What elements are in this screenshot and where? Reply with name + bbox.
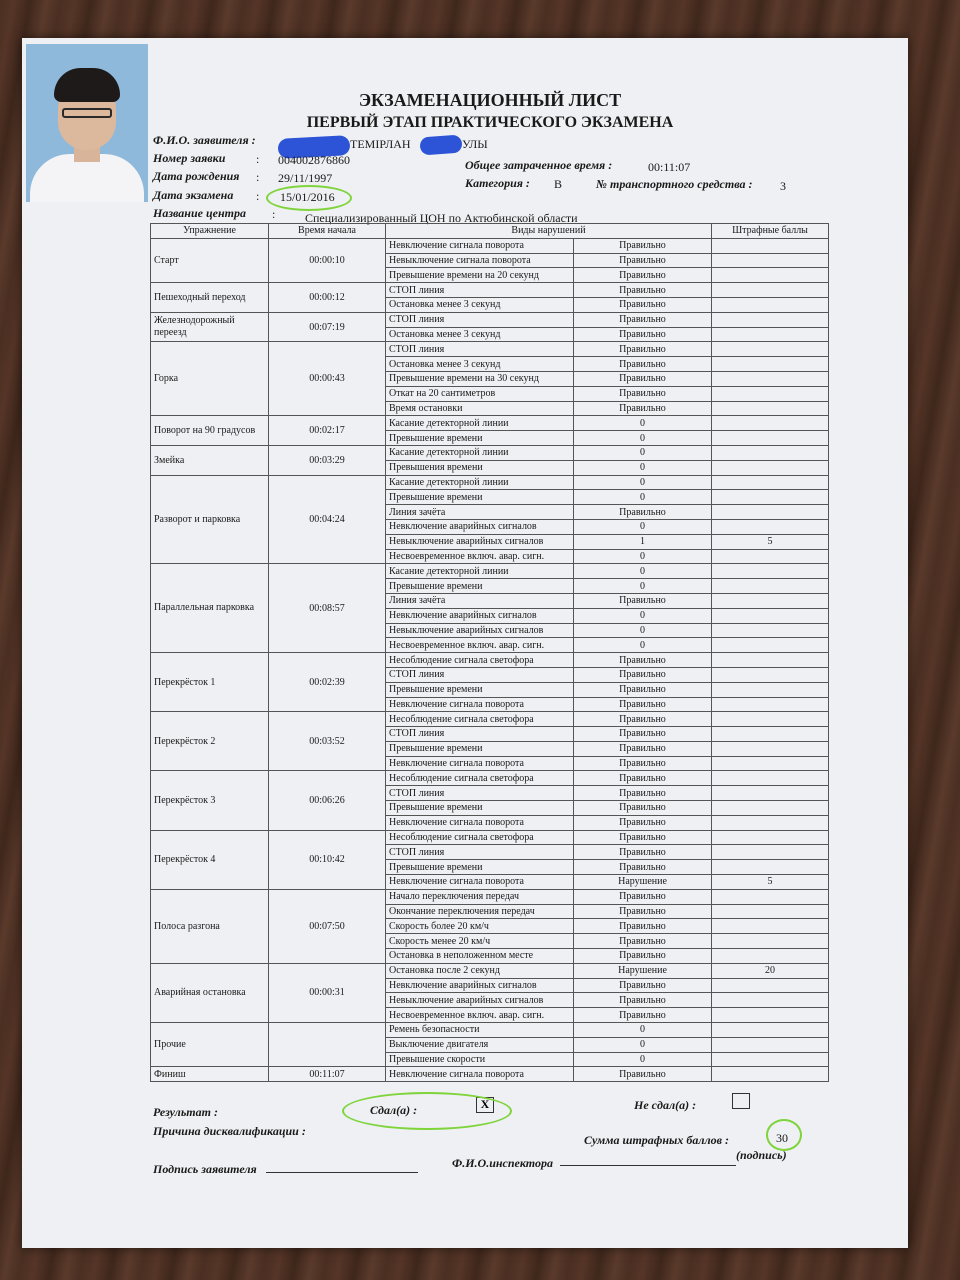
exercise-name: Перекрёсток 4 <box>151 830 269 889</box>
penalty-cell <box>712 608 829 623</box>
violation-type: Невыключение аварийных сигналов <box>386 623 574 638</box>
penalty-cell <box>712 386 829 401</box>
penalty-cell <box>712 593 829 608</box>
violation-type: Превышение времени <box>386 860 574 875</box>
violation-result: Правильно <box>574 593 712 608</box>
penalty-cell <box>712 475 829 490</box>
sheet-subtitle: ПЕРВЫЙ ЭТАП ПРАКТИЧЕСКОГО ЭКЗАМЕНА <box>306 114 674 131</box>
inspector-label: Ф.И.О.инспектора <box>452 1156 553 1170</box>
violation-result: Нарушение <box>574 875 712 890</box>
penalty-cell <box>712 357 829 372</box>
violation-type: СТОП линия <box>386 667 574 682</box>
passed-checkbox[interactable]: X <box>476 1097 494 1113</box>
inspector-signature-line <box>560 1165 736 1166</box>
table-row <box>151 445 829 460</box>
exercise-name: Перекрёсток 3 <box>151 771 269 830</box>
violation-type: Несоблюдение сигнала светофора <box>386 712 574 727</box>
violation-result: Правильно <box>574 505 712 520</box>
signature-label: (подпись) <box>736 1148 787 1162</box>
penalty-cell: 5 <box>712 534 829 549</box>
category-label: Категория : <box>465 176 530 190</box>
violation-result: Правильно <box>574 386 712 401</box>
penalty-cell <box>712 756 829 771</box>
violation-type: Невыключение аварийных сигналов <box>386 534 574 549</box>
penalty-cell: 20 <box>712 963 829 978</box>
penalty-cell <box>712 283 829 298</box>
violation-type: Превышение времени <box>386 431 574 446</box>
violation-type: Несоблюдение сигнала светофора <box>386 771 574 786</box>
penalty-cell <box>712 445 829 460</box>
violation-type: Выключение двигателя <box>386 1037 574 1052</box>
exercise-name: Старт <box>151 238 269 282</box>
violation-result: Правильно <box>574 297 712 312</box>
violation-type: Остановка после 2 секунд <box>386 963 574 978</box>
result-label: Результат : <box>153 1105 218 1119</box>
failed-label: Не сдал(а) : <box>634 1098 697 1112</box>
violation-result: 0 <box>574 416 712 431</box>
violation-type: Превышение времени <box>386 490 574 505</box>
violation-result: Правильно <box>574 667 712 682</box>
violation-type: СТОП линия <box>386 727 574 742</box>
exercise-name: Перекрёсток 2 <box>151 712 269 771</box>
violation-type: Превышение времени на 30 секунд <box>386 371 574 386</box>
violation-result: Правильно <box>574 283 712 298</box>
violation-type: Касание детекторной линии <box>386 564 574 579</box>
exercise-name: Железнодорожный переезд <box>151 312 269 342</box>
violation-type: Невключение аварийных сигналов <box>386 519 574 534</box>
penalty-cell <box>712 727 829 742</box>
penalty-cell <box>712 253 829 268</box>
violation-result: Правильно <box>574 978 712 993</box>
violation-type: Превышение времени <box>386 682 574 697</box>
penalty-cell <box>712 1052 829 1067</box>
penalty-cell <box>712 268 829 283</box>
passed-label: Сдал(а) : <box>370 1103 418 1117</box>
violation-type: Несвоевременное включ. авар. сигн. <box>386 549 574 564</box>
violation-type: СТОП линия <box>386 342 574 357</box>
violation-result: 0 <box>574 549 712 564</box>
violation-type: Невключение сигнала поворота <box>386 815 574 830</box>
penalty-cell <box>712 490 829 505</box>
penalty-cell <box>712 549 829 564</box>
penalty-cell <box>712 1037 829 1052</box>
table-row <box>151 963 829 978</box>
penalty-cell <box>712 682 829 697</box>
failed-checkbox[interactable] <box>732 1093 750 1109</box>
violation-result: Правильно <box>574 253 712 268</box>
exercise-start-time: 00:00:31 <box>269 963 386 1022</box>
penalty-cell <box>712 371 829 386</box>
table-row <box>151 416 829 431</box>
violation-type: Остановка менее 3 секунд <box>386 297 574 312</box>
violation-result: 1 <box>574 534 712 549</box>
violation-result: Правильно <box>574 327 712 342</box>
exercise-name: Прочие <box>151 1023 269 1067</box>
penalty-cell <box>712 712 829 727</box>
violation-result: 0 <box>574 608 712 623</box>
penalty-cell <box>712 993 829 1008</box>
penalty-cell <box>712 505 829 520</box>
violation-type: Остановка менее 3 секунд <box>386 327 574 342</box>
violation-result: 0 <box>574 475 712 490</box>
violation-type: Несвоевременное включ. авар. сигн. <box>386 638 574 653</box>
penalty-cell <box>712 579 829 594</box>
penalty-cell <box>712 697 829 712</box>
violation-result: Правильно <box>574 860 712 875</box>
violation-result: Правильно <box>574 1067 712 1082</box>
exercise-start-time: 00:07:19 <box>269 312 386 342</box>
exam-results-table <box>150 223 829 1082</box>
violation-type: Начало переключения передач <box>386 889 574 904</box>
penalty-cell <box>712 638 829 653</box>
exercise-start-time: 00:10:42 <box>269 830 386 889</box>
violation-result: Правильно <box>574 682 712 697</box>
total-time-label: Общее затраченное время : <box>465 158 613 172</box>
exercise-name: Финиш <box>151 1067 269 1082</box>
violation-result: Правильно <box>574 1008 712 1023</box>
penalty-cell <box>712 564 829 579</box>
violation-result: Правильно <box>574 904 712 919</box>
penalty-cell <box>712 327 829 342</box>
penalty-cell <box>712 1008 829 1023</box>
violation-result: Правильно <box>574 993 712 1008</box>
birth-label: Дата рождения <box>153 169 240 183</box>
penalty-cell <box>712 845 829 860</box>
violation-result: Правильно <box>574 830 712 845</box>
center-label: Название центра <box>153 206 246 220</box>
violation-type: Несоблюдение сигнала светофора <box>386 830 574 845</box>
vehicle-value: 3 <box>780 179 786 193</box>
violation-result: Правильно <box>574 949 712 964</box>
exercise-start-time: 00:04:24 <box>269 475 386 564</box>
violation-type: Касание детекторной линии <box>386 475 574 490</box>
violation-result: Правильно <box>574 786 712 801</box>
penalty-cell <box>712 460 829 475</box>
violation-type: Время остановки <box>386 401 574 416</box>
violation-type: СТОП линия <box>386 283 574 298</box>
violation-result: Правильно <box>574 889 712 904</box>
violation-type: Окончание переключения передач <box>386 904 574 919</box>
highlight-circle <box>766 1119 802 1151</box>
table-row <box>151 1023 829 1038</box>
violation-result: Правильно <box>574 815 712 830</box>
penalty-cell <box>712 934 829 949</box>
request-value: 004002876860 <box>278 153 350 167</box>
sheet-title: ЭКЗАМЕНАЦИОННЫЙ ЛИСТ <box>358 90 622 110</box>
violation-result: Правильно <box>574 653 712 668</box>
exercise-start-time <box>269 1023 386 1067</box>
table-row <box>151 312 829 327</box>
header-start-time: Время начала <box>269 224 386 239</box>
exercise-start-time: 00:00:43 <box>269 342 386 416</box>
penalty-cell <box>712 623 829 638</box>
violation-type: СТОП линия <box>386 312 574 327</box>
violation-result: 0 <box>574 564 712 579</box>
table-row <box>151 889 829 904</box>
penalty-sum-value: 30 <box>776 1131 788 1145</box>
violation-result: 0 <box>574 579 712 594</box>
fio-value: ТЕМІРЛАН <box>350 137 411 151</box>
exam-date-value: 15/01/2016 <box>280 190 335 204</box>
exercise-name: Поворот на 90 градусов <box>151 416 269 446</box>
exercise-start-time: 00:00:12 <box>269 283 386 313</box>
violation-type: Превышение времени <box>386 741 574 756</box>
table-row <box>151 771 829 786</box>
violation-type: Превышение скорости <box>386 1052 574 1067</box>
penalty-cell <box>712 904 829 919</box>
penalty-cell <box>712 238 829 253</box>
header-penalty: Штрафные баллы <box>712 224 829 239</box>
violation-result: Правильно <box>574 342 712 357</box>
penalty-cell <box>712 978 829 993</box>
penalty-cell <box>712 653 829 668</box>
exercise-start-time: 00:08:57 <box>269 564 386 653</box>
violation-result: 0 <box>574 623 712 638</box>
violation-result: Правильно <box>574 268 712 283</box>
penalty-cell <box>712 815 829 830</box>
highlight-circle <box>342 1092 512 1130</box>
vehicle-label: № транспортного средства : <box>596 177 753 191</box>
violation-result: Правильно <box>574 756 712 771</box>
violation-type: Невключение сигнала поворота <box>386 756 574 771</box>
violation-type: Несвоевременное включ. авар. сигн. <box>386 1008 574 1023</box>
penalty-cell <box>712 401 829 416</box>
violation-type: Скорость менее 20 км/ч <box>386 934 574 949</box>
violation-type: СТОП линия <box>386 845 574 860</box>
fio-label: Ф.И.О. заявителя : <box>153 133 256 147</box>
violation-result: 0 <box>574 445 712 460</box>
violation-result: Правильно <box>574 238 712 253</box>
violation-result: Правильно <box>574 371 712 386</box>
violation-result: 0 <box>574 519 712 534</box>
penalty-cell <box>712 1023 829 1038</box>
violation-result: 0 <box>574 1037 712 1052</box>
penalty-cell: 5 <box>712 875 829 890</box>
penalty-sum-label: Сумма штрафных баллов : <box>584 1133 730 1147</box>
penalty-cell <box>712 741 829 756</box>
penalty-cell <box>712 431 829 446</box>
violation-type: Линия зачёта <box>386 593 574 608</box>
applicant-signature-line <box>266 1172 418 1173</box>
violation-result: Правильно <box>574 801 712 816</box>
fio-suffix: УЛЫ <box>462 137 488 151</box>
exercise-start-time: 00:03:52 <box>269 712 386 771</box>
violation-result: Правильно <box>574 934 712 949</box>
exercise-name: Змейка <box>151 445 269 475</box>
penalty-cell <box>712 416 829 431</box>
penalty-cell <box>712 771 829 786</box>
total-time-value: 00:11:07 <box>648 160 691 174</box>
exercise-start-time: 00:03:29 <box>269 445 386 475</box>
penalty-cell <box>712 667 829 682</box>
violation-result: Правильно <box>574 771 712 786</box>
table-row <box>151 712 829 727</box>
exercise-start-time: 00:02:17 <box>269 416 386 446</box>
penalty-cell <box>712 949 829 964</box>
violation-type: Невключение сигнала поворота <box>386 1067 574 1082</box>
violation-type: Невключение сигнала поворота <box>386 875 574 890</box>
violation-type: Невключение аварийных сигналов <box>386 978 574 993</box>
header-exercise: Упражнение <box>151 224 269 239</box>
violation-type: Невключение сигнала поворота <box>386 238 574 253</box>
penalty-cell <box>712 342 829 357</box>
violation-type: Линия зачёта <box>386 505 574 520</box>
exercise-start-time: 00:02:39 <box>269 653 386 712</box>
exercise-name: Разворот и парковка <box>151 475 269 564</box>
violation-type: Невключение сигнала поворота <box>386 697 574 712</box>
violation-type: Невключение аварийных сигналов <box>386 608 574 623</box>
violation-type: СТОП линия <box>386 786 574 801</box>
exercise-name: Горка <box>151 342 269 416</box>
penalty-cell <box>712 919 829 934</box>
violation-result: Правильно <box>574 697 712 712</box>
category-value: B <box>554 177 563 191</box>
violation-result: Нарушение <box>574 963 712 978</box>
violation-type: Ремень безопасности <box>386 1023 574 1038</box>
disqualification-reason-label: Причина дисквалификации : <box>153 1124 306 1138</box>
applicant-signature-label: Подпись заявителя <box>153 1162 257 1176</box>
violation-type: Скорость более 20 км/ч <box>386 919 574 934</box>
penalty-cell <box>712 1067 829 1082</box>
penalty-cell <box>712 830 829 845</box>
violation-result: 0 <box>574 1023 712 1038</box>
violation-result: 0 <box>574 460 712 475</box>
header-violations: Виды нарушений <box>386 224 712 239</box>
request-label: Номер заявки <box>153 151 226 165</box>
violation-type: Несоблюдение сигнала светофора <box>386 653 574 668</box>
violation-result: Правильно <box>574 845 712 860</box>
penalty-cell <box>712 519 829 534</box>
penalty-cell <box>712 786 829 801</box>
birth-value: 29/11/1997 <box>278 171 333 185</box>
penalty-cell <box>712 801 829 816</box>
violation-result: Правильно <box>574 712 712 727</box>
violation-type: Превышение времени <box>386 801 574 816</box>
exercise-start-time: 00:11:07 <box>269 1067 386 1082</box>
redaction-mark <box>419 135 462 156</box>
violation-type: Превышение времени на 20 секунд <box>386 268 574 283</box>
penalty-cell <box>712 297 829 312</box>
exercise-start-time: 00:00:10 <box>269 238 386 282</box>
applicant-photo <box>26 44 148 202</box>
table-row <box>151 475 829 490</box>
exercise-name: Перекрёсток 1 <box>151 653 269 712</box>
penalty-cell <box>712 889 829 904</box>
violation-result: 0 <box>574 490 712 505</box>
violation-result: Правильно <box>574 727 712 742</box>
violation-result: Правильно <box>574 401 712 416</box>
violation-result: Правильно <box>574 312 712 327</box>
violation-type: Касание детекторной линии <box>386 445 574 460</box>
violation-type: Остановка в неположенном месте <box>386 949 574 964</box>
violation-result: Правильно <box>574 919 712 934</box>
table-row <box>151 1067 829 1082</box>
violation-type: Остановка менее 3 секунд <box>386 357 574 372</box>
center-value: Специализированный ЦОН по Актюбинской области <box>305 211 578 225</box>
violation-type: Превышения времени <box>386 460 574 475</box>
highlight-circle <box>266 185 352 211</box>
violation-result: 0 <box>574 638 712 653</box>
violation-type: Откат на 20 сантиметров <box>386 386 574 401</box>
table-row <box>151 830 829 845</box>
violation-result: Правильно <box>574 741 712 756</box>
violation-result: 0 <box>574 431 712 446</box>
table-row <box>151 283 829 298</box>
table-row <box>151 238 829 253</box>
exercise-start-time: 00:06:26 <box>269 771 386 830</box>
violation-type: Невыключение аварийных сигналов <box>386 993 574 1008</box>
violation-result: 0 <box>574 1052 712 1067</box>
exercise-name: Полоса разгона <box>151 889 269 963</box>
violation-result: Правильно <box>574 357 712 372</box>
exercise-name: Параллельная парковка <box>151 564 269 653</box>
table-row <box>151 564 829 579</box>
penalty-cell <box>712 860 829 875</box>
violation-type: Превышение времени <box>386 579 574 594</box>
penalty-cell <box>712 312 829 327</box>
exercise-name: Пешеходный переход <box>151 283 269 313</box>
violation-type: Касание детекторной линии <box>386 416 574 431</box>
violation-type: Невыключение сигнала поворота <box>386 253 574 268</box>
exercise-name: Аварийная остановка <box>151 963 269 1022</box>
exercise-start-time: 00:07:50 <box>269 889 386 963</box>
table-row <box>151 342 829 357</box>
exam-date-label: Дата экзамена <box>153 188 234 202</box>
table-row <box>151 653 829 668</box>
